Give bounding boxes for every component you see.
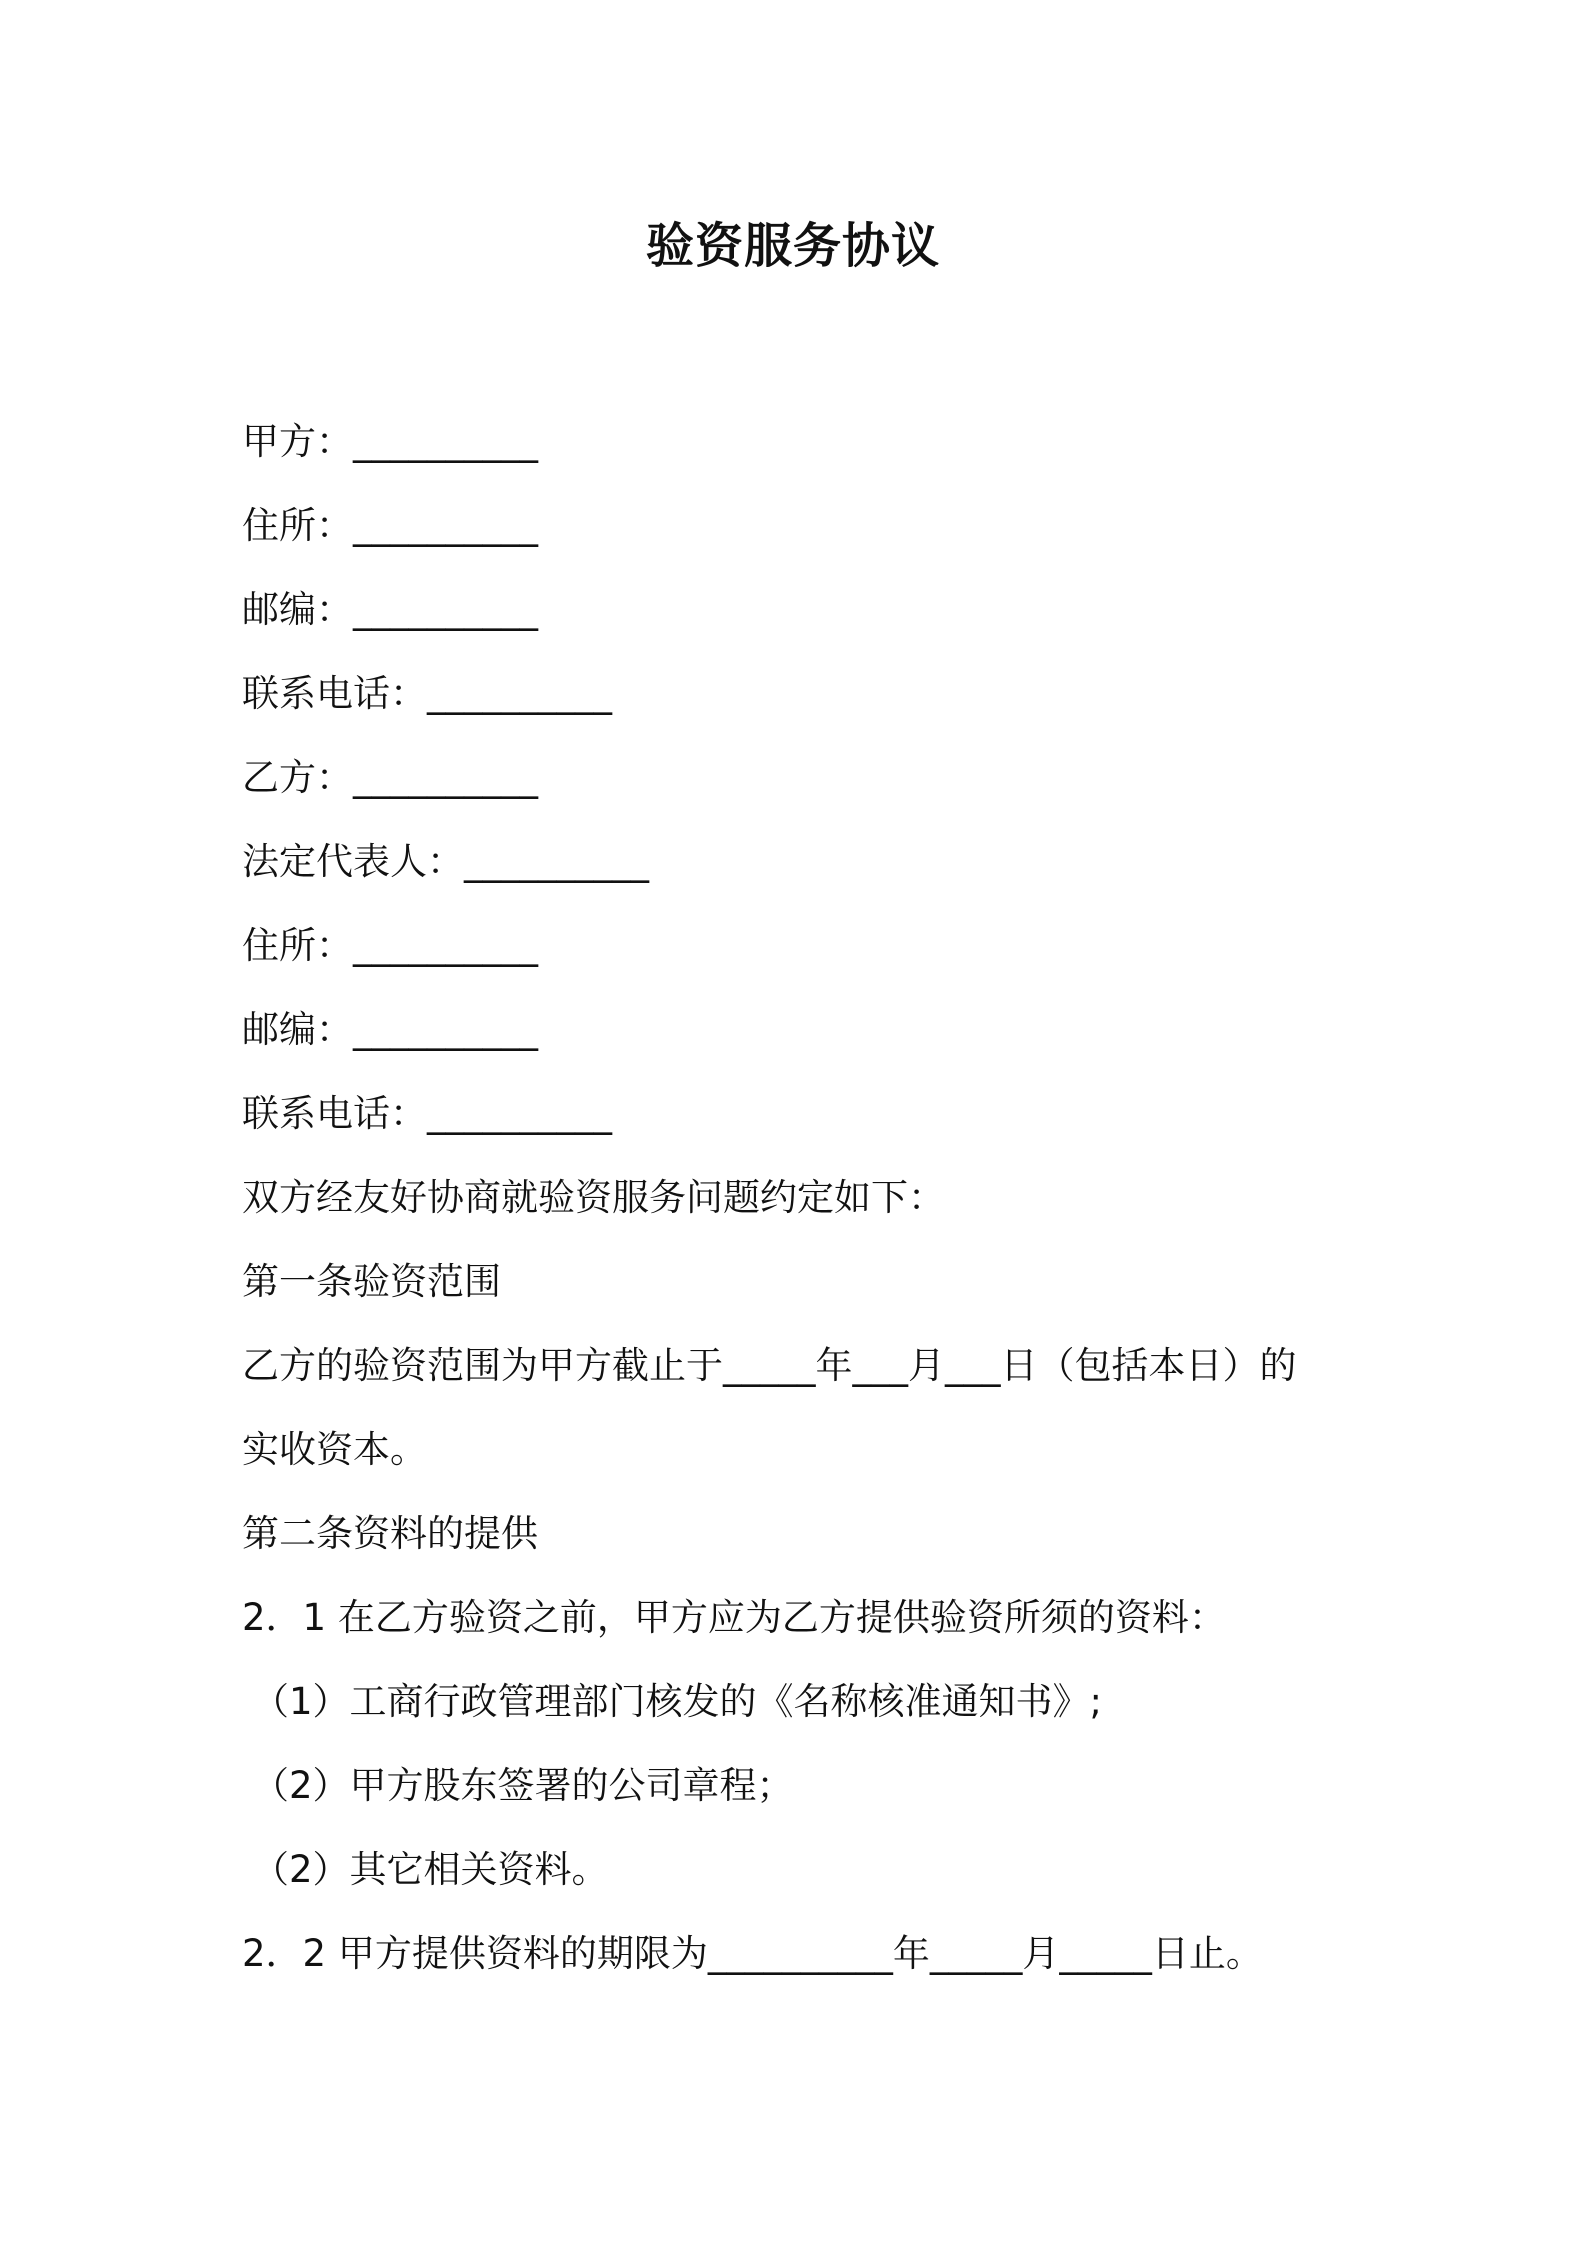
agreement-intro-line: 双方经友好协商就验资服务问题约定如下：: [242, 1176, 945, 1219]
article-two-heading: 第二条资料的提供: [242, 1512, 538, 1555]
article-one-heading: 第一条验资范围: [242, 1260, 501, 1303]
legal-representative-line: 法定代表人：__________: [242, 840, 649, 883]
party-b-postcode-line: 邮编：__________: [242, 1008, 538, 1051]
article-one-text-line-1: 乙方的验资范围为甲方截止于_____年___月___日（包括本日）的: [242, 1344, 1297, 1387]
party-a-phone-line: 联系电话：__________: [242, 672, 612, 715]
party-b-address-line: 住所：__________: [242, 924, 538, 967]
party-a-address-line: 住所：__________: [242, 504, 538, 547]
document-body: [242, 400, 1372, 1996]
material-item-3: （2）其它相关资料。: [252, 1848, 609, 1891]
article-one-text-line-2: 实收资本。: [242, 1428, 427, 1471]
material-item-1: （1）工商行政管理部门核发的《名称核准通知书》;: [252, 1680, 1103, 1723]
clause-2-1: 2．1 在乙方验资之前，甲方应为乙方提供验资所须的资料：: [242, 1596, 1226, 1639]
clause-2-2: 2．2 甲方提供资料的期限为__________年_____月_____日止。: [242, 1932, 1263, 1975]
party-a-postcode-line: 邮编：__________: [242, 588, 538, 631]
party-b-line: 乙方：__________: [242, 756, 538, 799]
party-b-phone-line: 联系电话：__________: [242, 1092, 612, 1135]
material-item-2: （2）甲方股东签署的公司章程；: [252, 1764, 794, 1807]
document-title: 验资服务协议: [645, 218, 940, 274]
party-a-line: 甲方：__________: [242, 420, 538, 463]
